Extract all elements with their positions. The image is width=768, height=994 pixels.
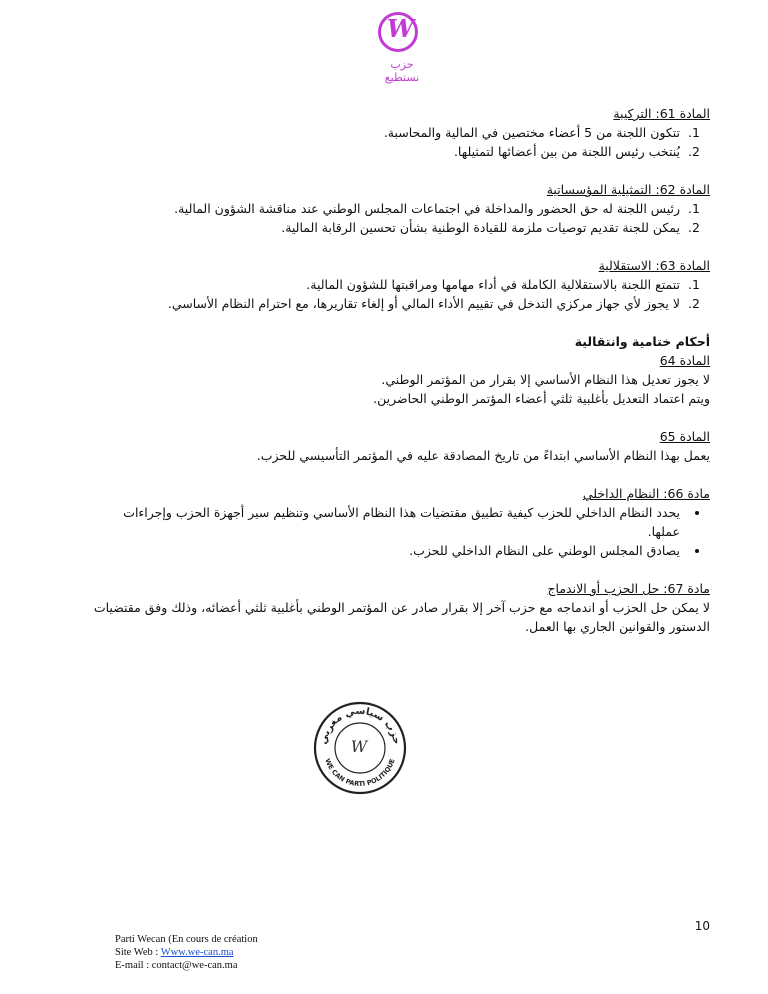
article-63-item-2: 2. لا يجوز لأي جهاز مركزي التدخل في تقييم الأداء المالي أو إلغاء تقاريرها، مع احترام النظام الأساسي. [90,294,684,313]
article-64-line-1: لا يجوز تعديل هذا النظام الأساسي إلا بقرار من المؤتمر الوطني. [381,372,710,387]
logo-mark: W [387,14,414,43]
article-62-item-2: 2. يمكن للجنة تقديم توصيات ملزمة للقيادة الوطنية بشأن تحسين الرقابة المالية. [90,218,684,237]
footer-email: E-mail : contact@we-can.ma [115,960,238,971]
article-61-item-2: 2. يُنتخب رئيس اللجنة من بين أعضائها لتمثيلها. [90,142,684,161]
article-65-title: المادة 65 [659,429,710,444]
footer-site [115,946,258,959]
article-66-item-2: • يصادق المجلس الوطني على النظام الداخلي للحزب. [90,541,684,560]
article-61-item-1: 1. تتكون اللجنة من 5 أعضاء مختصين في المالية والمحاسبة. [90,123,684,142]
final-provisions-heading: أحكام ختامية وانتقالية [574,334,710,349]
article-65-text: يعمل بهذا النظام الأساسي ابتداءً من تاريخ المصادقة عليه في المؤتمر التأسيسي للحزب. [256,448,710,463]
article-63-item-1: 1. تتمتع اللجنة بالاستقلالية الكاملة في أداء مهامها ومراقبتها للشؤون المالية. [90,275,684,294]
article-66-title: مادة 66: النظام الداخلي [582,486,710,501]
article-64-title: المادة 64 [659,353,710,368]
article-62-title: المادة 62: التمثيلية المؤسساتية [546,182,710,197]
document-body [90,104,710,655]
article-61-title: المادة 61: التركيبة [613,106,710,121]
stamp-seal-icon [312,700,408,796]
article-66-item-1: • يحدد النظام الداخلي للحزب كيفية تطبيق مقتضيات هذا النظام الأساسي وتنظيم سير أجهزة الحزب وإجراءات عملها. [90,503,684,541]
footer-site-link[interactable]: Www.we-can.ma [160,947,234,958]
article-64 [90,332,710,408]
article-61-list [90,123,710,161]
stamp-logo-mark: W [350,737,368,756]
footer-party-name: Parti Wecan (En cours de création [115,934,258,945]
stamp-top-text: حزب سياسي مغربي [318,705,402,746]
article-65 [90,427,710,465]
article-63-title: المادة 63: الاستقلالية [598,258,710,273]
stamp-bottom-text: WE CAN PARTI POLITIQUE [323,757,397,789]
logo-text: حزب نستطيع [384,58,420,84]
article-63-list [90,275,710,313]
party-stamp [312,700,408,796]
article-62-list [90,199,710,237]
article-61 [90,104,710,161]
article-62 [90,180,710,237]
party-logo [372,10,432,84]
article-67-title: مادة 67: حل الحزب أو الاندماج [547,581,710,596]
article-62-item-1: 1. رئيس اللجنة له حق الحضور والمداخلة في اجتماعات المجلس الوطني عند مناقشة الشؤون المالية. [90,199,684,218]
article-66 [90,484,710,560]
article-67 [90,579,710,636]
footer-site-label: Site Web : [115,947,161,958]
page-number: 10 [694,919,710,933]
article-66-list [90,503,710,560]
article-63 [90,256,710,313]
article-64-line-2: ويتم اعتماد التعديل بأغلبية ثلثي أعضاء المؤتمر الوطني الحاضرين. [373,391,710,406]
footer [115,933,258,972]
article-67-text: لا يمكن حل الحزب أو اندماجه مع حزب آخر إلا بقرار صادر عن المؤتمر الوطني بأغلبية ثلثي أعضائه، وذلك وفق مقتضيات الدستور والقوانين الجاري بها العمل. [93,600,710,634]
